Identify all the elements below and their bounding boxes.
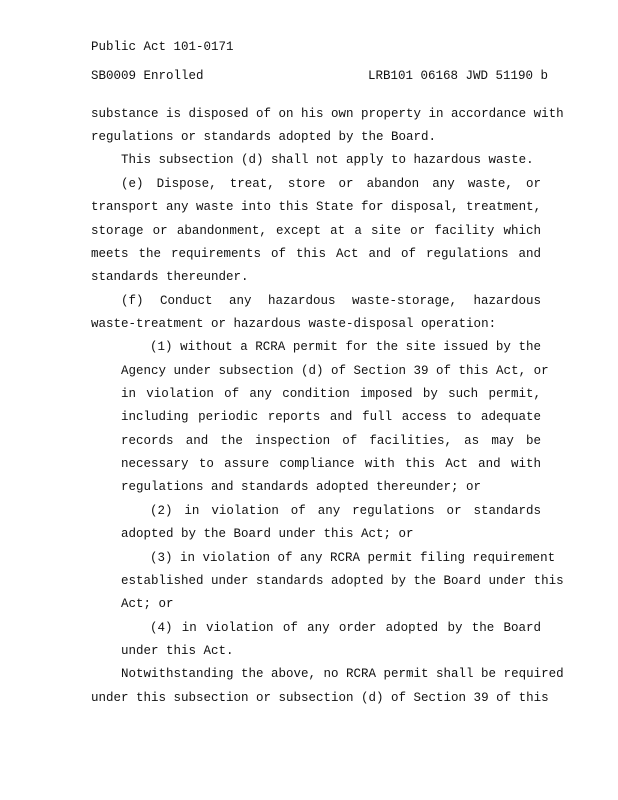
body-line: (3) in violation of any RCRA permit filing requirement (150, 551, 556, 565)
body-line: records and the inspection of facilities, as may be (121, 434, 541, 448)
body-line: (e) Dispose, treat, store or abandon any waste, or (121, 177, 541, 191)
body-line: meets the requirements of this Act and of regulations and (91, 247, 541, 261)
lrb-number: LRB101 06168 JWD 51190 b (368, 69, 549, 83)
body-line: Agency under subsection (d) of Section 39 of this Act, or (121, 364, 549, 378)
public-act-number: Public Act 101-0171 (91, 40, 234, 54)
body-line: This subsection (d) shall not apply to hazardous waste. (121, 153, 534, 167)
body-line: (2) in violation of any regulations or standards (150, 504, 541, 518)
body-line: storage or abandonment, except at a site or facility which (91, 224, 541, 238)
body-line: under this Act. (121, 644, 234, 658)
body-line: necessary to assure compliance with this Act and with (121, 457, 541, 471)
body-line: Notwithstanding the above, no RCRA permit shall be required (121, 667, 564, 681)
body-line: transport any waste into this State for disposal, treatment, (91, 200, 542, 214)
body-line: regulations and standards adopted thereunder; or (121, 480, 482, 494)
body-line: adopted by the Board under this Act; or (121, 527, 414, 541)
body-line: substance is disposed of on his own property in accordance with (91, 107, 564, 121)
body-line: Act; or (121, 597, 174, 611)
body-line: (1) without a RCRA permit for the site issued by the (150, 340, 541, 354)
body-line: standards thereunder. (91, 270, 249, 284)
body-line: established under standards adopted by the Board under this (121, 574, 564, 588)
body-line: (f) Conduct any hazardous waste-storage, hazardous (121, 294, 541, 308)
body-line: in violation of any condition imposed by such permit, (121, 387, 541, 401)
body-line: under this subsection or subsection (d) of Section 39 of this (91, 691, 549, 705)
body-line: including periodic reports and full access to adequate (121, 410, 541, 424)
bill-number: SB0009 Enrolled (91, 69, 204, 83)
body-line: waste-treatment or hazardous waste-disposal operation: (91, 317, 497, 331)
body-line: regulations or standards adopted by the Board. (91, 130, 437, 144)
body-line: (4) in violation of any order adopted by the Board (150, 621, 541, 635)
